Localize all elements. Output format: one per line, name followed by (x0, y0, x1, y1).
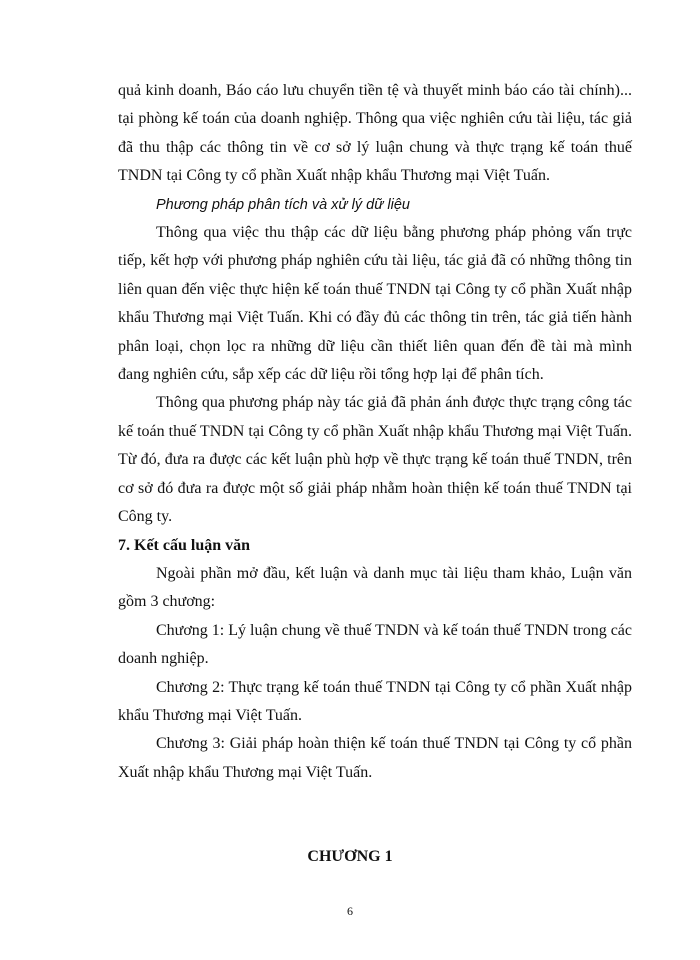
chapter-1-summary: Chương 1: Lý luận chung về thuế TNDN và kế toán thuế TNDN trong các doanh nghiệp. (118, 621, 632, 668)
chapter-3-summary: Chương 3: Giải pháp hoàn thiện kế toán thuế TNDN tại Công ty cổ phần Xuất nhập khẩu Thương mại Việt Tuấn. (118, 735, 632, 781)
paragraph-data-collection-end: quả kinh doanh, Báo cáo lưu chuyển tiền tệ và thuyết minh báo cáo tài chính)... tại phòng kế toán của doanh nghiệp. Thông qua việc nghiên cứu tài liệu, tác giả đã thu thập các thông tin về cơ sở lý luận chung và thực trạng kế toán thuế TNDN tại Công ty cổ phần Xuất nhập khẩu Thương mại Việt Tuấn. (118, 82, 632, 185)
method-heading: Phương pháp phân tích và xử lý dữ liệu (156, 196, 410, 213)
page-number: 6 (347, 904, 353, 918)
chapter-title: CHƯƠNG 1 (307, 848, 393, 865)
chapter-2-summary: Chương 2: Thực trạng kế toán thuế TNDN tại Công ty cổ phần Xuất nhập khẩu Thương mại Việt Tuấn. (118, 678, 632, 724)
paragraph-analysis-result: Thông qua phương pháp này tác giả đã phản ánh được thực trạng công tác kế toán thuế TNDN tại Công ty cổ phần Xuất nhập khẩu Thương mại Việt Tuấn. Từ đó, đưa ra được các kết luận phù hợp về thực trạng kế toán thuế TNDN, trên cơ sở đó đưa ra được một số giải pháp nhằm hoàn thiện kế toán thuế TNDN tại Công ty. (118, 394, 632, 526)
paragraph-analysis-method: Thông qua việc thu thập các dữ liệu bằng phương pháp phỏng vấn trực tiếp, kết hợp với phương pháp nghiên cứu tài liệu, tác giả đã có những thông tin liên quan đến việc thực hiện kế toán thuế TNDN tại Công ty cổ phần Xuất nhập khẩu Thương mại Việt Tuấn. Khi có đầy đủ các thông tin trên, tác giả tiến hành phân loại, chọn lọc ra những dữ liệu cần thiết liên quan đến đề tài mà mình đang nghiên cứu, sắp xếp các dữ liệu rồi tổng hợp lại để phân tích. (118, 224, 632, 384)
section-7-heading: 7. Kết cấu luận văn (118, 536, 251, 554)
paragraph-structure-intro: Ngoài phần mở đầu, kết luận và danh mục tài liệu tham khảo, Luận văn gồm 3 chương: (118, 564, 632, 611)
body-text (118, 77, 632, 787)
